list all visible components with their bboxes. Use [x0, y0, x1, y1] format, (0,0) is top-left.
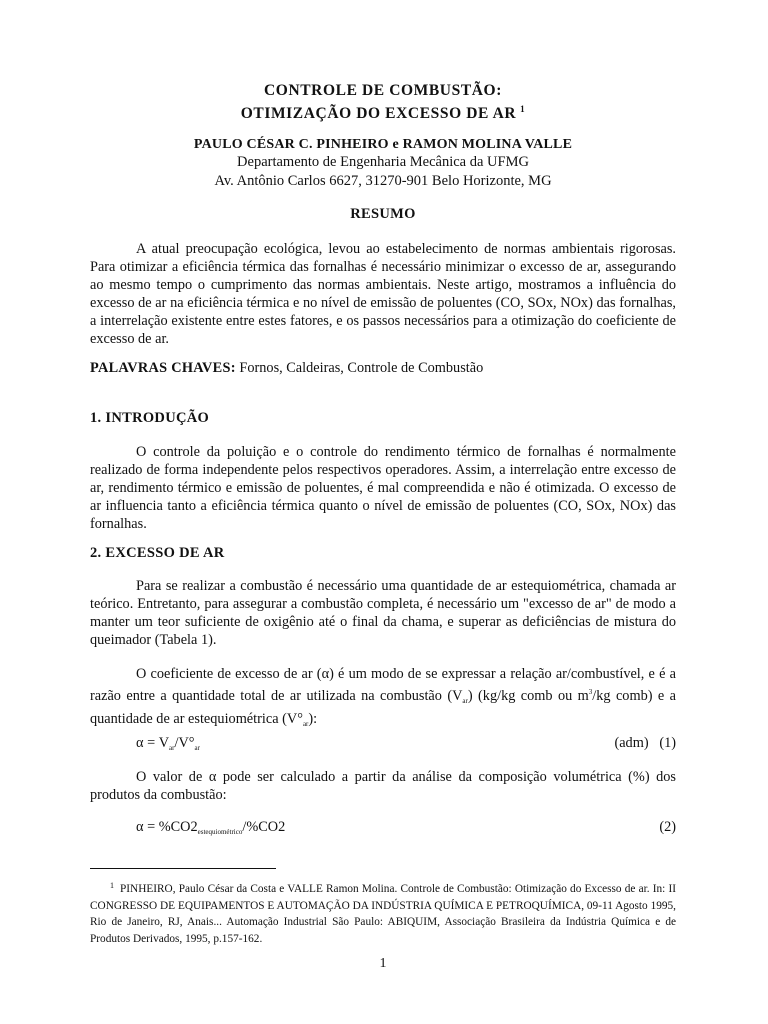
authors: PAULO CÉSAR C. PINHEIRO e RAMON MOLINA VALLE [193, 137, 573, 152]
equation-2-number: (2) [659, 819, 676, 835]
footnote-mark: 1 [110, 881, 114, 890]
title-line-2: OTIMIZAÇÃO DO EXCESSO DE AR $^1$ [240, 104, 526, 123]
section-2-paragraph-3: O valor de α pode ser calculado a partir da análise da composição volumétrica (%) dos produtos da combustão: [90, 769, 676, 803]
footnote-divider [90, 868, 276, 869]
page-number: 1 [379, 956, 387, 971]
abstract-text: A atual preocupação ecológica, levou ao estabelecimento de normas ambientais rigorosas. Para otimizar a eficiência térmica das fornalhas é necessário minimizar o excesso de ar, assegurando ao mesmo tempo o cumprimento das normas ambientais. Neste artigo, mostramos a influência do excesso de ar na eficiência térmica e no nível de emissão de poluentes (CO, SOx, NOx) das fornalhas, a interrelação existente entre estes fatores, e os passos necessários para a otimização do coeficiente de excesso de ar. [90, 241, 676, 347]
equation-1-number: (adm) (1) [614, 735, 676, 751]
alpha-symbol: α [321, 666, 330, 682]
affiliation-address: Av. Antônio Carlos 6627, 31270-901 Belo Horizonte, MG [214, 173, 552, 189]
equation-2 [90, 818, 676, 836]
equation-1 [90, 734, 676, 752]
equation-2-expression: $\alpha = \%CO2_{estequiométrico}/\%CO2$ [136, 819, 286, 836]
section-1-text: O controle da poluição e o controle do rendimento térmico de fornalhas é normalmente realizado de forma independente pelos respectivos operadores. Assim, a interrelação entre excesso de ar, rendimento térmico e emissão de poluentes, é mal compreendida e não é otimizada. O excesso de ar influencia tanto a eficiência térmica quanto o nível de emissão de poluentes (CO, SOx, NOx) das fornalhas. [90, 444, 676, 532]
title-footnote-ref: 1 [520, 104, 526, 114]
abstract-heading: RESUMO [350, 206, 416, 222]
section-2-paragraph-1: Para se realizar a combustão é necessário uma quantidade de ar estequiométrica, chamada ar teórico. Entretanto, para assegurar a combustão completa, é necessário um "excesso de ar" de modo a manter um teor suficiente de oxigênio até o final da chama, e superar as deficiências de mistura do queimador (Tabela 1). [90, 578, 676, 648]
section-2-paragraph-2: O coeficiente de excesso de ar (α) é um modo de se expressar a relação ar/combustível, e é a razão entre a quantidade total de ar utilizada na combustão $(V_{ar})$ (kg/kg comb ou $m^3/kg$ comb) e a quantidade de ar estequiométrica $(V^\circ_{ar})$: [90, 666, 676, 728]
footnote: $^1$ PINHEIRO, Paulo César da Costa e VALLE Ramon Molina. Controle de Combustão: Otimização do Excesso de ar. In: II CONGRESSO DE EQUIPAMENTOS E AUTOMAÇÃO DA INDÚSTRIA QUÍMICA E PETROQUÍMICA, 09-11 Agosto 1995, Rio de Janeiro, RJ, Anais... Automação Industrial São Paulo: ABIQUIM, Associação Brasileira da Indústria Química e de Produtos Derivados, 1995, p.157-162. [90, 881, 676, 945]
title-line-1: CONTROLE DE COMBUSTÃO: [264, 82, 502, 99]
alpha-symbol: α [208, 769, 217, 785]
affiliation-dept: Departamento de Engenharia Mecânica da UFMG [237, 154, 529, 170]
keywords [90, 359, 676, 377]
keywords-label: PALAVRAS CHAVES: [90, 360, 236, 376]
section-1-heading: 1. INTRODUÇÃO [90, 410, 210, 426]
section-2-heading: 2. EXCESSO DE AR [90, 545, 225, 561]
keywords-value: Fornos, Caldeiras, Controle de Combustão [239, 360, 484, 376]
equation-1-expression: $\alpha = V_{ar}/V^\circ_{ar}$ [136, 735, 200, 752]
